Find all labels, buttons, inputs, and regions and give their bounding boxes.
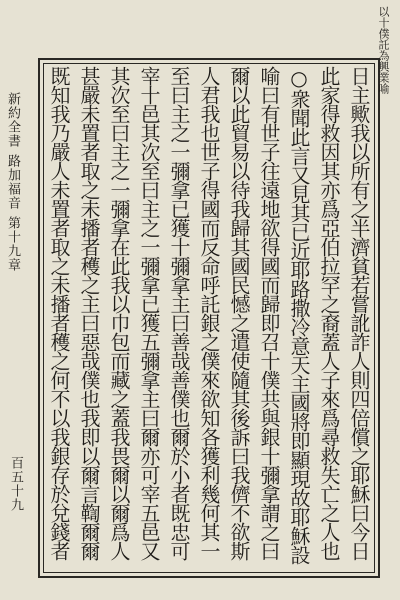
gospel-title: 路加福音 — [5, 154, 20, 210]
chapter-title: 第十九章 — [5, 216, 20, 272]
book-title: 新約全書 — [5, 92, 20, 148]
margin-note: 以十僕託為興業喻 — [377, 6, 390, 94]
page-number: 百五十九 — [8, 456, 23, 512]
scripture-text: 日主歟我以所有之半濟貧若嘗訛詐人則四倍償之耶穌曰今日此家得救因其亦爲亞伯拉罕之裔蓋人子來爲尋救失亡之人也○衆聞此言又見其已近耶路撒冷意天主國將即顯現故耶穌設喻曰有世子往遠地欲得國而歸即召十僕共與銀十彌拿謂之曰爾以此貿易以待我歸其國民憾之遣使隨其後訴曰我儕不欲斯人君我也世子得國而反命呼託銀之僕來欲知各獲利幾何其一至曰主之一彌拿已獲十彌拿主曰善哉善僕也爾於小者既忠可宰十邑其次至曰主之一彌拿已獲五彌拿主曰爾亦可宰五邑又其次至曰主之一彌拿在此我以巾包而藏之蓋我畏爾以爾爲人甚嚴未置者取之未播者穫之主曰惡哉僕也我即以爾言鞫爾爾既知我乃嚴人未置者取之未播者穫之何不以我銀存於兌錢者 — [47, 66, 371, 564]
running-head — [4, 92, 20, 392]
